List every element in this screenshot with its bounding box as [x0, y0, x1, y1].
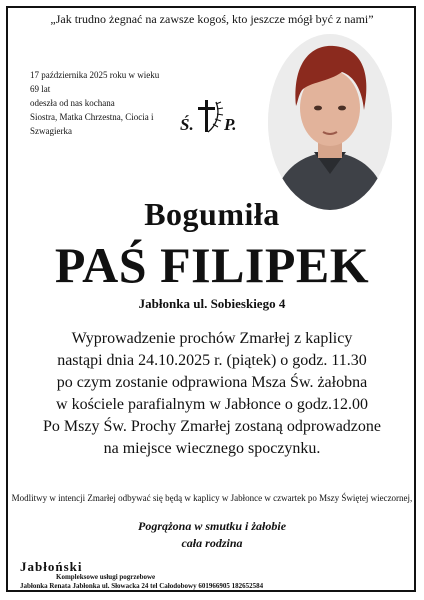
cross-icon — [198, 100, 223, 132]
notice-departed-line: odeszła od nas kochana — [30, 98, 115, 108]
deceased-surname: PAŚ FILIPEK — [54, 237, 370, 293]
funeral-home-footer — [20, 560, 410, 591]
mourners-signature — [0, 518, 424, 552]
deceased-address: Jabłonka ul. Sobieskiego 4 — [138, 296, 286, 311]
mourners-line-1: Pogrążona w smutku i żałobie — [137, 519, 287, 533]
notice-date-line: 17 października 2025 roku w wieku 69 lat — [30, 70, 160, 94]
deceased-first-name: Bogumiła — [144, 196, 280, 232]
memorial-quote: „Jak trudno żegnać na zawsze kogoś, kto jeszcze mógł być z nami” — [50, 12, 374, 26]
death-notice — [30, 68, 170, 138]
deceased-portrait — [268, 34, 392, 210]
ceremony-line-5: Po Mszy Św. Prochy Zmarłej zostaną odprowadzone — [43, 418, 381, 435]
funeral-home-contact: Jabłonka Renata Jabłonka ul. Słowacka 24 tel Całodobowy 601966905 182652584 — [20, 582, 264, 590]
ceremony-details — [0, 328, 424, 460]
funeral-home-name: Jabłoński — [20, 559, 83, 574]
svg-text:Ś.: Ś. — [180, 115, 194, 134]
ceremony-line-6: na miejsce wiecznego spoczynku. — [103, 440, 321, 457]
svg-text:P.: P. — [224, 115, 237, 134]
ceremony-line-2: nastąpi dnia 24.10.2025 r. (piątek) o godz. 11.30 — [57, 352, 367, 369]
funeral-home-tagline: Kompleksowe usługi pogrzebowe — [56, 573, 156, 581]
ceremony-line-4: w kościele parafialnym w Jabłonce o godz.12.00 — [56, 396, 368, 413]
mourners-line-2: cała rodzina — [181, 536, 243, 550]
notice-relations-line: Siostra, Matka Chrzestna, Ciocia i Szwagierka — [30, 112, 154, 136]
ceremony-line-1: Wyprowadzenie prochów Zmarłej z kaplicy — [71, 330, 353, 347]
sp-cross-symbol — [178, 96, 244, 138]
prayers-note: Modlitwy w intencji Zmarłej odbywać się będą w kaplicy w Jabłonce w czwartek po Mszy Świętej wieczornej, — [11, 493, 413, 503]
ceremony-line-3: po czym zostanie odprawiona Msza Św. żałobna — [56, 374, 368, 391]
